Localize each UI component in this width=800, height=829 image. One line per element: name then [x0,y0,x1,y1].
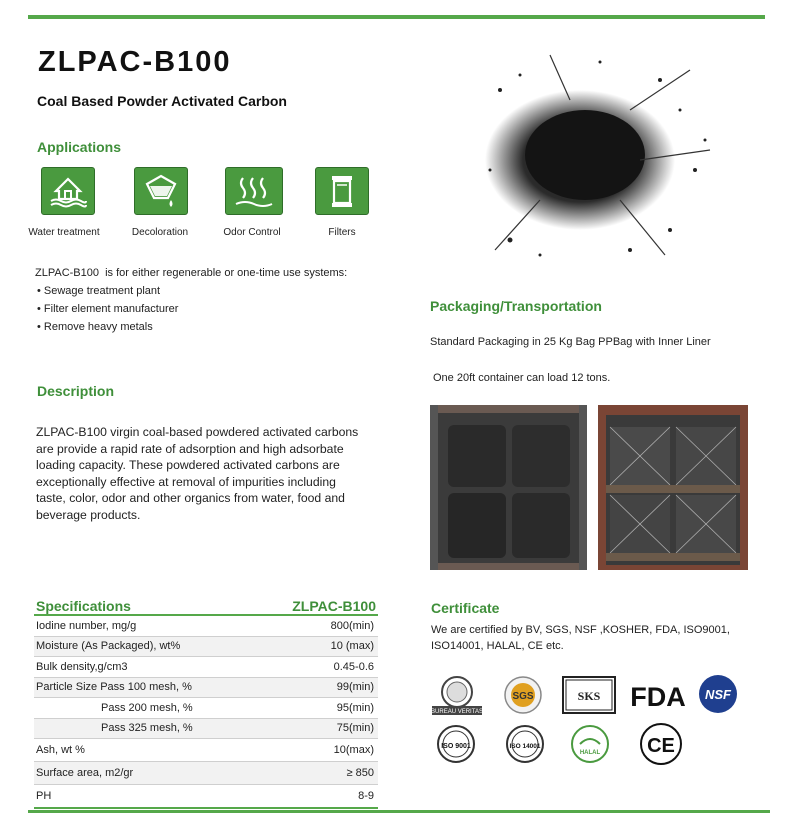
spec-row [34,637,378,658]
application-filters [305,167,387,238]
packaging-line-2: One 20ft container can load 12 tons. [433,372,611,384]
spec-name: Pass 325 mesh, % [101,722,193,735]
spec-value: 8-9 [358,790,374,802]
house-water-icon [41,167,95,215]
spec-name: Iodine number, mg/g [36,619,137,632]
bureau-veritas-logo [430,674,484,716]
application-label: Odor Control [223,227,281,238]
spec-row [34,678,378,699]
spec-value: 10 (max) [330,640,374,653]
bv-logo-text: BUREAU VERITAS [431,709,483,715]
application-odor-control [217,167,297,238]
packaging-line-1: Standard Packaging in 25 Kg Bag PPBag with Inner Liner [430,336,711,348]
fda-logo-text: FDA [630,682,686,712]
halal-logo-text: HALAL [579,750,601,756]
top-rule [28,15,765,19]
iso14001-logo-text: ISO 14001 [509,743,541,750]
nsf-logo [698,674,738,714]
kosher-logo [562,676,616,714]
iso9001-logo-text: ISO 9001 [441,743,471,750]
sgs-logo-text: SGS [512,691,534,702]
description-text: ZLPAC-B100 virgin coal-based powdered activated carbons are provide a rapid rate of adsorption and high adsorbate loading capacity. These powdered activated carbons are exceptionally effective at removal of impurities including taste, color, odor and other organics from water, food and beverage products. [36,425,359,522]
spec-value: 10(max) [333,744,374,756]
spec-name: PH [36,790,52,802]
specifications-header [34,598,378,616]
spec-name: Pass 200 mesh, % [101,701,193,714]
application-water-treatment [29,167,109,238]
application-label: Decoloration [131,227,189,238]
kosher-logo-text: SKS [577,689,601,703]
spec-value: ≥ 850 [346,767,374,779]
spec-name: Bulk density,g/cm3 [36,660,128,673]
container-photo-jumbo-bags [430,405,587,570]
usage-bullet: • Filter element manufacturer [37,303,179,315]
iso14001-logo [498,724,552,764]
spec-row [34,739,378,762]
container-photo-pallets [598,405,748,570]
usage-intro: ZLPAC-B100 is for either regenerable or one-time use systems: [35,267,348,279]
certificate-text: We are certified by BV, SGS, NSF ,KOSHER, FDA, ISO9001, ISO14001, HALAL, CE etc. [431,624,730,652]
spec-row [34,698,378,719]
spec-value: 0.45-0.6 [333,660,374,673]
spec-name: Particle Size Pass 100 mesh, % [36,681,192,694]
spec-value: 99(min) [336,681,374,694]
usage-bullet: • Sewage treatment plant [37,285,161,297]
spec-row [34,719,378,740]
spec-value: 800(min) [330,619,374,632]
ce-logo-text: CE [647,735,675,757]
fda-logo [629,678,687,712]
spec-row [34,762,378,785]
odor-waves-icon [225,167,283,215]
nsf-logo-text: NSF [705,687,731,702]
spec-name: Moisture (As Packaged), wt% [36,640,181,653]
description-heading: Description [37,383,115,399]
powder-photo [480,50,716,266]
application-label: Filters [328,227,356,238]
bottom-rule [28,810,770,813]
usage-bullet: • Remove heavy metals [37,321,153,333]
application-decoloration [121,167,205,238]
iso9001-logo [430,724,482,764]
sgs-logo [497,674,549,716]
spec-name: Surface area, m2/gr [36,767,134,779]
product-title: ZLPAC-B100 [38,46,232,78]
spec-value: 95(min) [336,701,374,714]
halal-logo [566,724,614,764]
specifications-table [34,598,378,809]
certificate-heading: Certificate [431,600,500,616]
specifications-heading: Specifications [36,598,131,614]
spec-row [34,657,378,678]
spec-row [34,785,378,809]
spec-name: Ash, wt % [36,744,85,756]
spec-row [34,616,378,637]
bucket-drop-icon [134,167,188,215]
filter-cartridge-icon [315,167,369,215]
application-label: Water treatment [28,227,100,238]
packaging-heading: Packaging/Transportation [430,298,602,314]
specifications-product: ZLPAC-B100 [292,598,376,614]
applications-heading: Applications [37,139,122,155]
product-subtitle: Coal Based Powder Activated Carbon [37,93,287,109]
spec-value: 75(min) [336,722,374,735]
ce-logo [634,722,688,766]
